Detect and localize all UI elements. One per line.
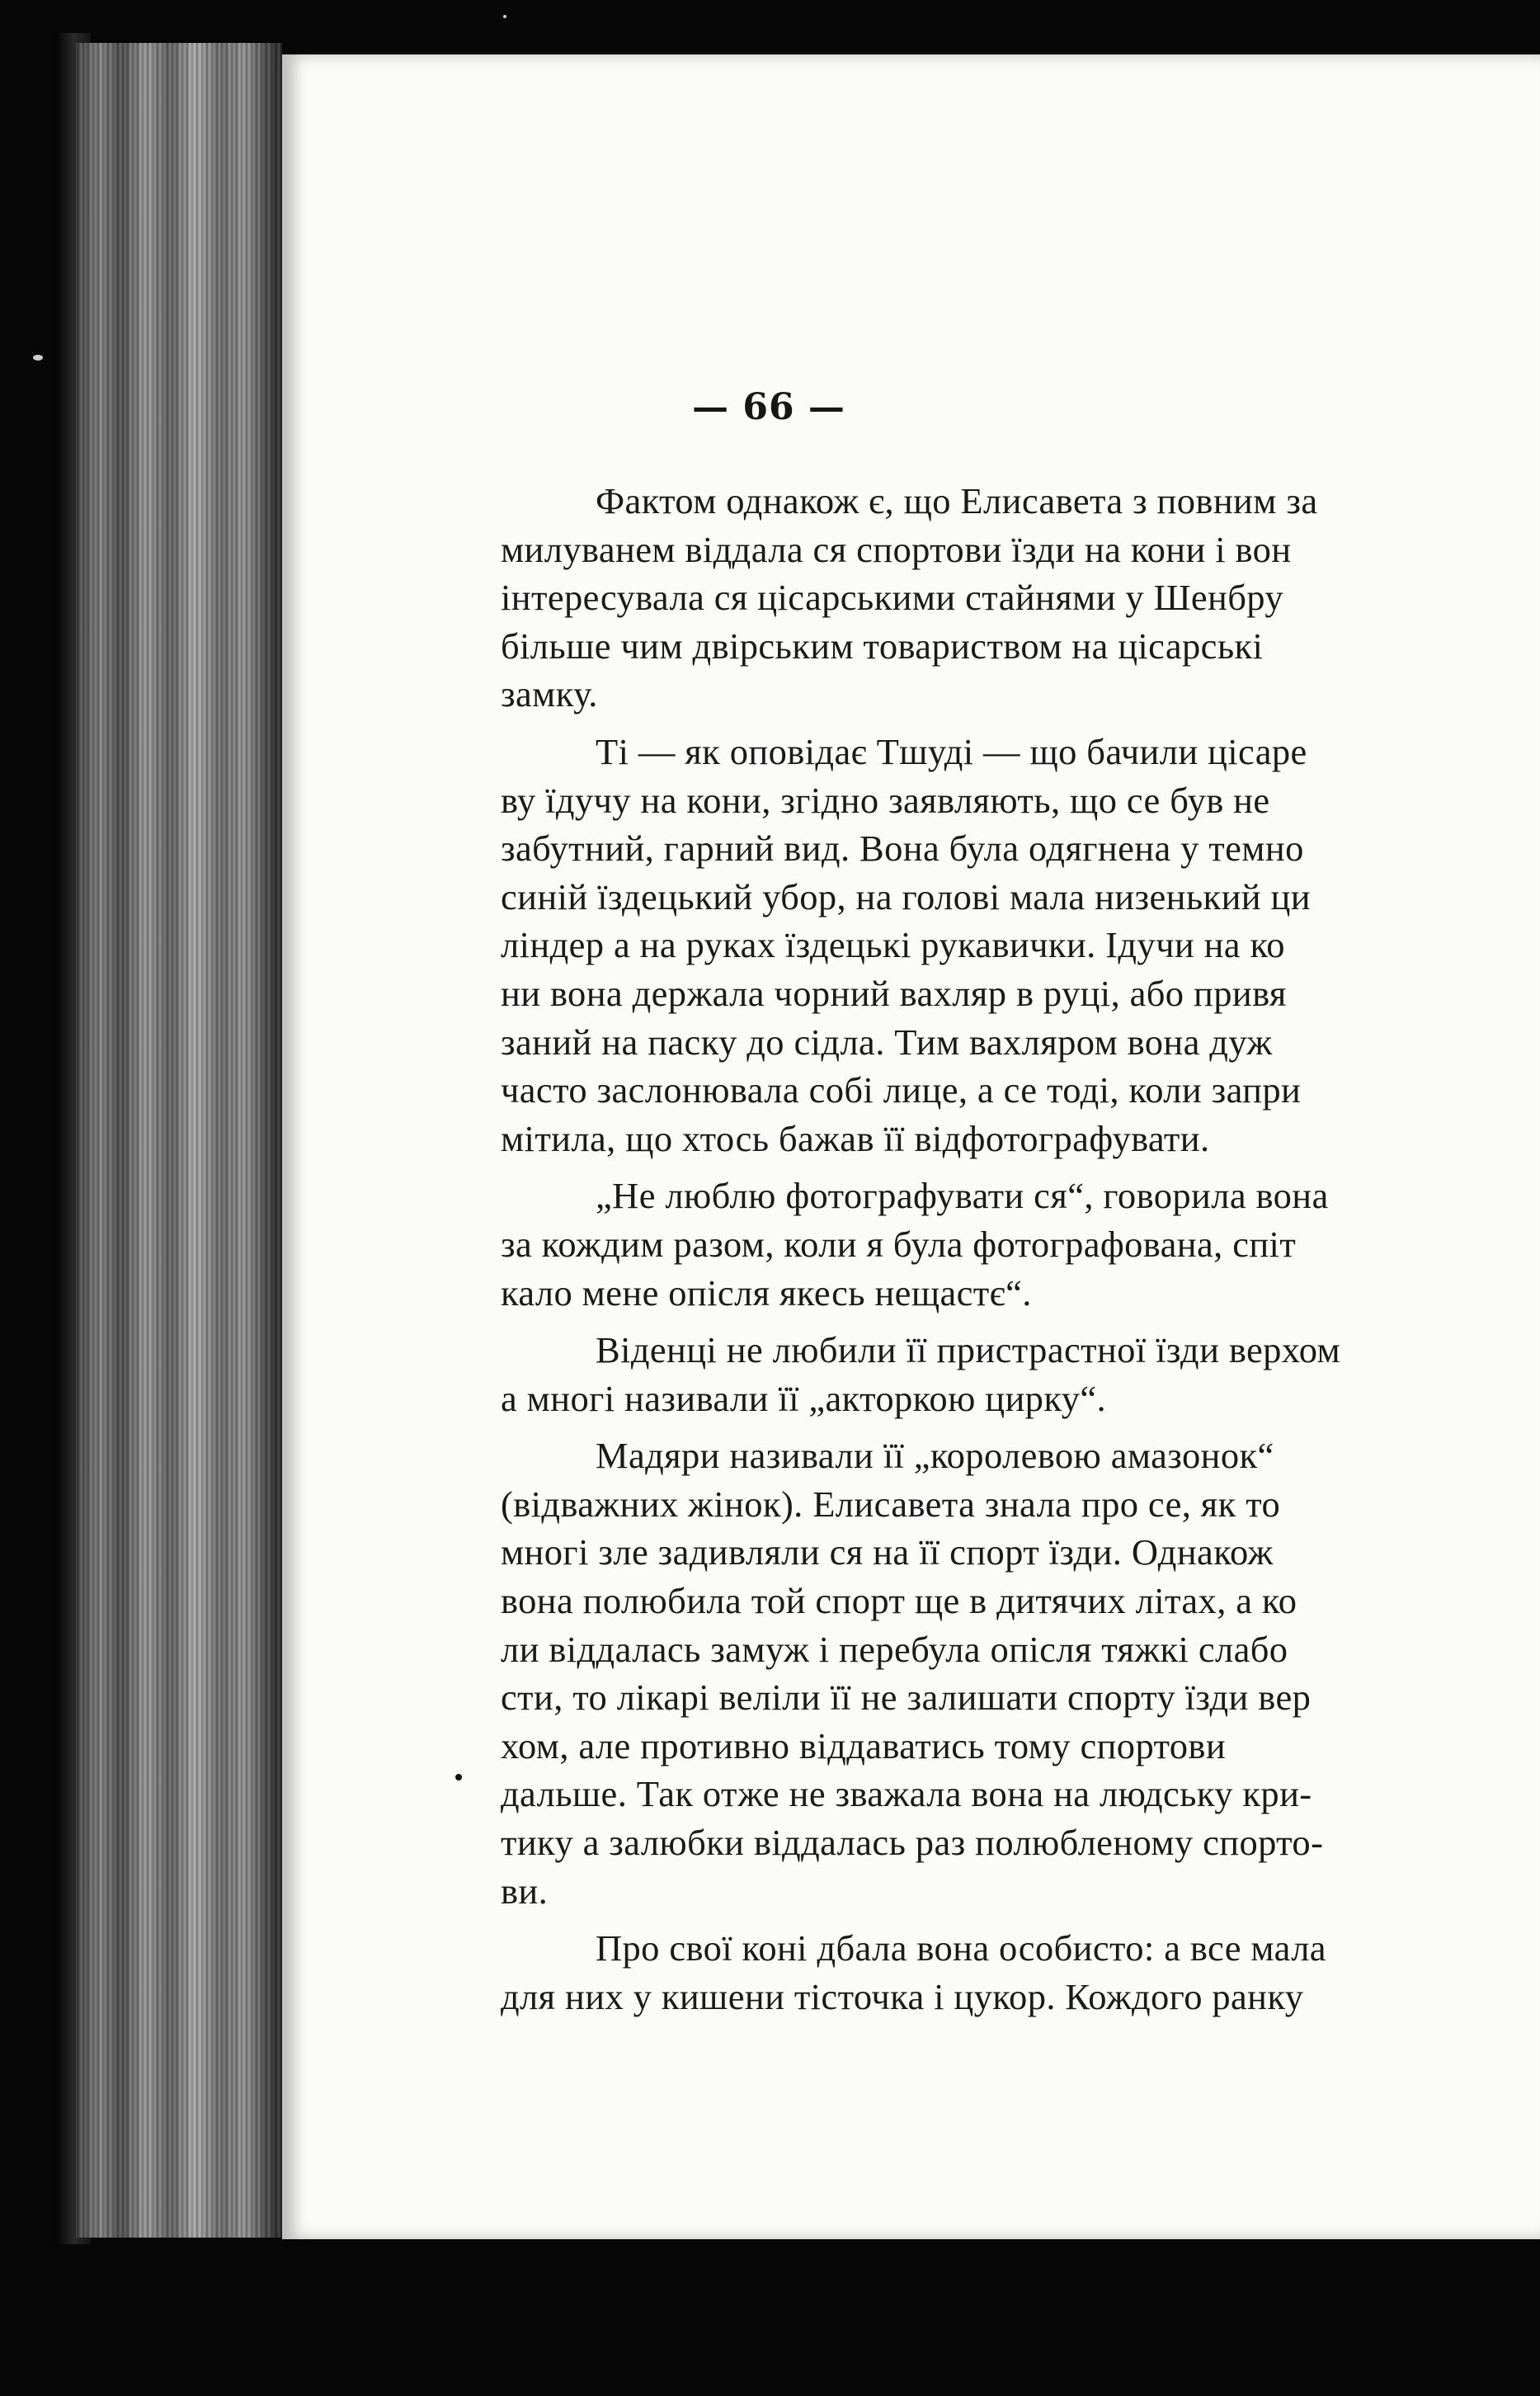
text-line: (відважних жінок). Елисавета знала про се, як то: [501, 1483, 1281, 1525]
text-line: синій їздецький убор, на голові мала низенький ци: [501, 875, 1311, 917]
paragraph-3: [501, 1172, 1540, 1317]
text-line: многі зле задивляли ся на її спорт їзди. Однакож: [501, 1531, 1274, 1573]
text-line: дальше. Так отже не зважала вона на людську кри-: [501, 1773, 1312, 1815]
text-line: більше чим двірським товариством на цісарські: [501, 625, 1264, 667]
text-line: часто заслонювала собі лице, а се тоді, коли запри: [501, 1069, 1302, 1111]
text-line: ли віддалась замуж і перебула опісля тяжкі слабо: [501, 1628, 1288, 1670]
text-line: а многі називали її „акторкою цирку“.: [501, 1377, 1107, 1419]
paragraph-4: [501, 1326, 1540, 1422]
text-line: „Не люблю фотографувати ся“, говорила вона: [596, 1175, 1329, 1217]
ink-speck: [455, 1774, 462, 1780]
text-line: ни вона держала чорний вахляр в руці, або привя: [501, 972, 1287, 1014]
text-line: ву їдучу на кони, згідно заявляють, що се був не: [501, 779, 1270, 821]
text-line: інтересувала ся цісарськими стайнями у Шенбру: [501, 577, 1284, 619]
page: [282, 54, 1540, 2239]
text-line: Про свої коні дбала вона особисто: а все мала: [596, 1927, 1326, 1969]
text-line: кало мене опісля якесь нещастє“.: [501, 1271, 1032, 1314]
paragraph-2: [501, 728, 1540, 1163]
text-line: вона полюбила той спорт ще в дитячих літах, а ко: [501, 1580, 1297, 1622]
text-line: ліндер а на руках їздецькі рукавички. Ідучи на ко: [501, 924, 1285, 966]
text-line: хом, але противно віддаватись тому спортови: [501, 1724, 1227, 1766]
text-line: сти, то лікарі веліли її не залишати спорту їзди вер: [501, 1677, 1312, 1719]
text-line: Фактом однакож є, що Елисавета з повним за: [596, 480, 1318, 521]
text-line: Ті — як оповідає Тшуді — що бачили цісаре: [596, 730, 1307, 772]
text-line: заний на паску до сідла. Тим вахляром вона дуж: [501, 1021, 1273, 1063]
paragraph-6: [501, 1924, 1540, 2021]
book-spine: [76, 43, 282, 2238]
text-line: мітила, що хтось бажав її відфотографувати.: [501, 1117, 1210, 1159]
text-line: для них у кишени тісточка і цукор. Кождого ранку: [501, 1975, 1304, 2017]
paragraph-1: [501, 477, 1540, 719]
text-line: тику а залюбки віддалась раз полюбленому спорто-: [501, 1822, 1324, 1864]
dust-speck: [503, 15, 506, 18]
text-line: замку.: [501, 673, 598, 715]
page-number: — 66 —: [692, 386, 845, 428]
dust-speck: [33, 355, 43, 361]
text-line: Віденці не любили її пристрастної їзди верхом: [596, 1329, 1341, 1371]
text-line: милуванем віддала ся спортови їзди на кони і вон: [501, 528, 1292, 570]
text-line: ви.: [501, 1870, 549, 1912]
paragraph-5: [501, 1431, 1540, 1915]
body-text: [501, 477, 1540, 2030]
text-line: за кождим разом, коли я була фотографована, спіт: [501, 1223, 1297, 1265]
text-line: забутний, гарний вид. Вона була одягнена у темно: [501, 828, 1304, 870]
text-line: Мадяри називали її „королевою амазонок“: [596, 1435, 1274, 1477]
